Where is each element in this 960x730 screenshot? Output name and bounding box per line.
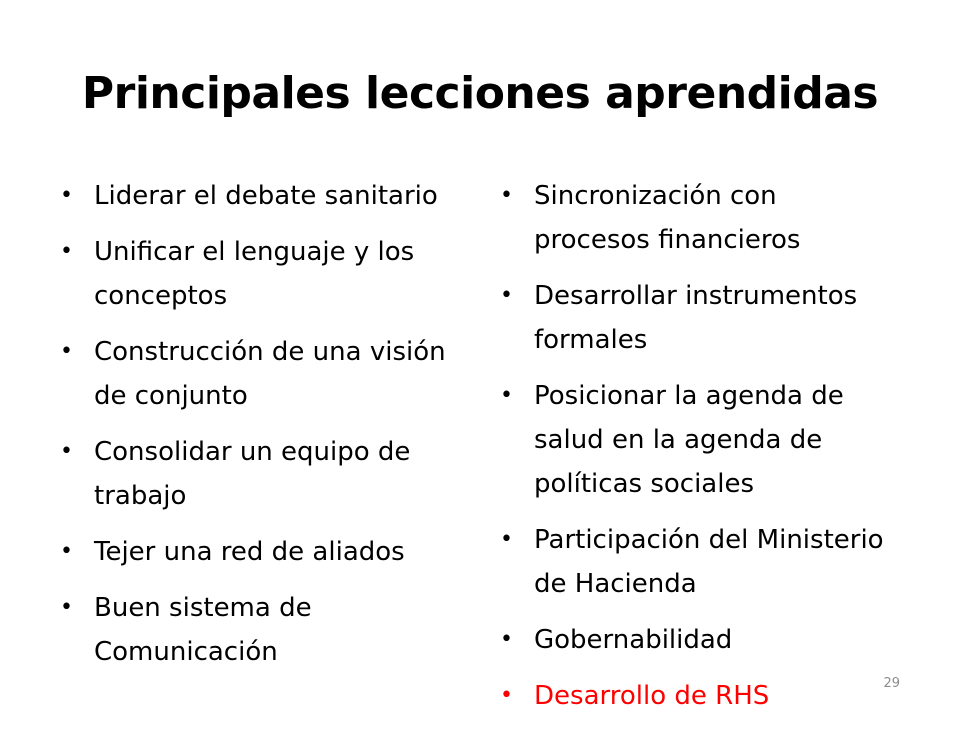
bullet-text: Unificar el lenguaje y los conceptos bbox=[94, 237, 415, 311]
bullet-text: Posicionar la agenda de salud en la agenda de políticas sociales bbox=[534, 381, 844, 499]
bullet-text: Participación del Ministerio de Hacienda bbox=[534, 525, 884, 599]
bullet-item bbox=[60, 586, 460, 674]
bullet-item bbox=[500, 618, 900, 662]
bullet-item bbox=[60, 330, 460, 418]
bullet-icon: • bbox=[500, 183, 513, 208]
bullet-item bbox=[60, 174, 460, 218]
bullet-item bbox=[500, 518, 900, 606]
bullet-item bbox=[60, 230, 460, 318]
bullet-text: Tejer una red de aliados bbox=[94, 537, 405, 567]
page-number: 29 bbox=[883, 676, 900, 691]
bullet-icon: • bbox=[500, 627, 513, 652]
bullet-icon: • bbox=[500, 383, 513, 408]
bullet-text: Desarrollar instrumentos formales bbox=[534, 281, 858, 355]
bullet-icon: • bbox=[500, 683, 513, 708]
bullet-text: Desarrollo de RHS bbox=[534, 681, 770, 711]
bullet-item-highlighted bbox=[500, 674, 900, 718]
bullet-icon: • bbox=[60, 539, 73, 564]
bullet-text: Sincronización con procesos financieros bbox=[534, 181, 801, 255]
bullet-item bbox=[60, 430, 460, 518]
bullet-icon: • bbox=[60, 339, 73, 364]
bullet-item bbox=[500, 174, 900, 262]
bullet-text: Gobernabilidad bbox=[534, 625, 733, 655]
bullet-icon: • bbox=[60, 595, 73, 620]
bullet-item bbox=[500, 374, 900, 506]
bullet-icon: • bbox=[60, 183, 73, 208]
bullet-icon: • bbox=[500, 283, 513, 308]
bullet-icon: • bbox=[60, 439, 73, 464]
bullet-icon: • bbox=[60, 239, 73, 264]
right-bullet-list bbox=[500, 174, 900, 730]
bullet-icon: • bbox=[500, 527, 513, 552]
bullet-text: Liderar el debate sanitario bbox=[94, 181, 438, 211]
bullet-item bbox=[500, 274, 900, 362]
bullet-text: Construcción de una visión de conjunto bbox=[94, 337, 446, 411]
bullet-text: Consolidar un equipo de trabajo bbox=[94, 437, 411, 511]
bullet-item bbox=[60, 530, 460, 574]
bullet-text: Buen sistema de Comunicación bbox=[94, 593, 312, 667]
slide-title: Principales lecciones aprendidas bbox=[81, 68, 879, 119]
left-bullet-list bbox=[60, 174, 460, 686]
